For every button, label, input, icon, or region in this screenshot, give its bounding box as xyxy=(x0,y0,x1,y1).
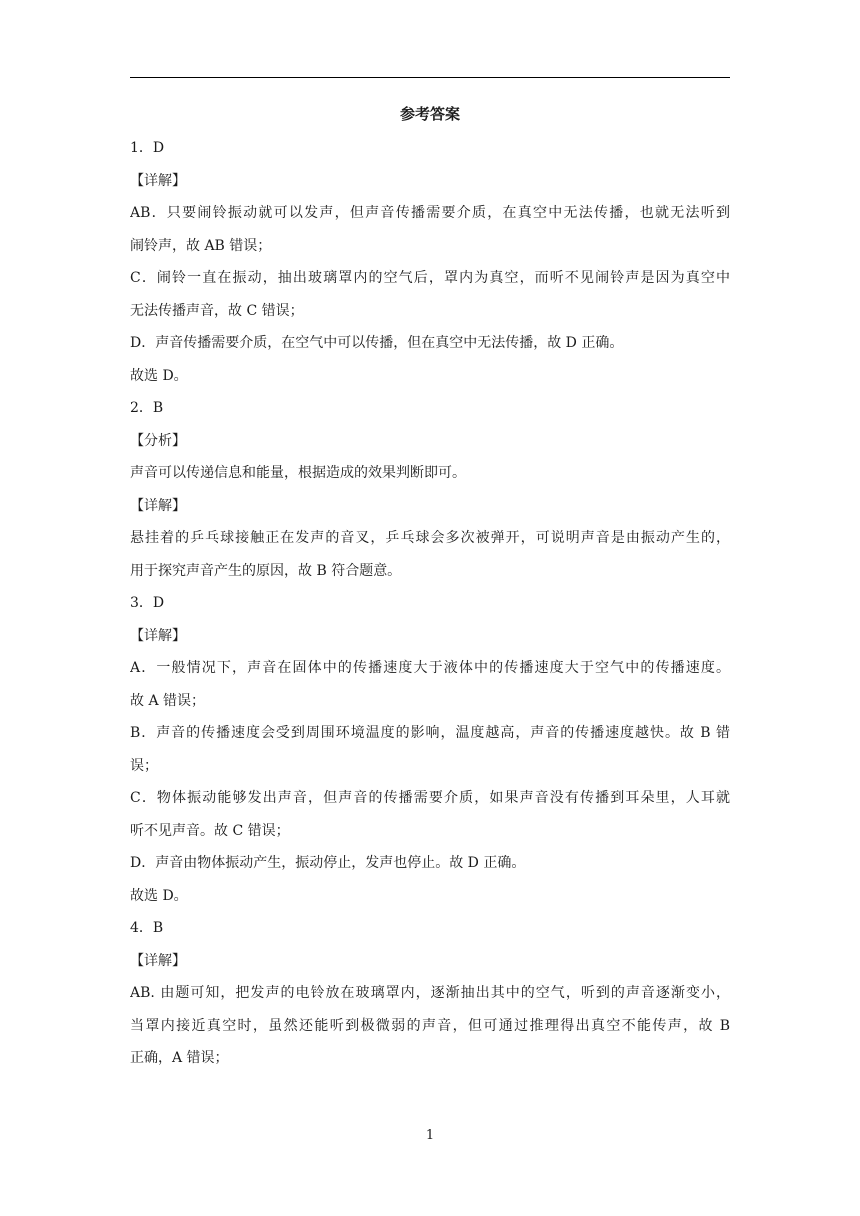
text-line: 闹铃声，故 AB 错误； xyxy=(130,237,272,254)
text-line: D．声音由物体振动产生，振动停止，发声也停止。故 D 正确。 xyxy=(130,855,526,871)
text-line: D．声音传播需要介质，在空气中可以传播，但在真空中无法传播，故 D 正确。 xyxy=(130,335,624,351)
text-line: 无法传播声音，故 C 错误； xyxy=(130,302,304,319)
text-line: 【详解】 xyxy=(130,952,186,969)
text-line: 声音可以传递信息和能量，根据造成的效果判断即可。 xyxy=(130,465,466,481)
text-line: 故选 D。 xyxy=(130,367,188,384)
text-line: 【分析】 xyxy=(130,432,186,449)
text-line: 用于探究声音产生的原因，故 B 符合题意。 xyxy=(130,562,402,579)
page-number: 1 xyxy=(425,1128,435,1143)
answer-content xyxy=(130,132,730,1075)
text-line: 【详解】 xyxy=(130,497,186,514)
header-rule xyxy=(130,77,730,78)
text-line: A．一般情况下，声音在固体中的传播速度大于液体中的传播速度大于空气中的传播速度。 xyxy=(130,660,730,676)
text-line: 故选 D。 xyxy=(130,887,188,904)
text-line: 【详解】 xyxy=(130,627,186,644)
text-line: 正确，A 错误； xyxy=(130,1050,229,1066)
text-line: B．声音的传播速度会受到周围环境温度的影响，温度越高，声音的传播速度越快。故 B 错 xyxy=(130,725,730,741)
text-line: AB．只要闹铃振动就可以发声，但声音传播需要介质，在真空中无法传播，也就无法听到 xyxy=(130,205,730,221)
page-title: 参考答案 xyxy=(399,105,460,123)
text-line: 故 A 错误； xyxy=(130,692,206,709)
text-line: 3．D xyxy=(130,595,165,611)
text-line: 4．B xyxy=(130,920,164,936)
text-line: 听不见声音。故 C 错误； xyxy=(130,822,290,839)
text-line: 误； xyxy=(130,757,158,774)
text-line: 【详解】 xyxy=(130,172,186,189)
text-line: C．物体振动能够发出声音，但声音的传播需要介质，如果声音没有传播到耳朵里，人耳就 xyxy=(130,790,730,806)
text-line: AB. 由题可知，把发声的电铃放在玻璃罩内，逐渐抽出其中的空气，听到的声音逐渐变小， xyxy=(130,985,730,1001)
text-line: 当罩内接近真空时，虽然还能听到极微弱的声音，但可通过推理得出真空不能传声，故 B xyxy=(130,1017,730,1034)
text-line: 2．B xyxy=(130,400,164,416)
text-line: 悬挂着的乒乓球接触正在发声的音叉，乒乓球会多次被弹开，可说明声音是由振动产生的， xyxy=(130,530,730,546)
text-line: 1．D xyxy=(130,140,165,156)
text-line: C．闹铃一直在振动，抽出玻璃罩内的空气后，罩内为真空，而听不见闹铃声是因为真空中 xyxy=(130,270,730,286)
